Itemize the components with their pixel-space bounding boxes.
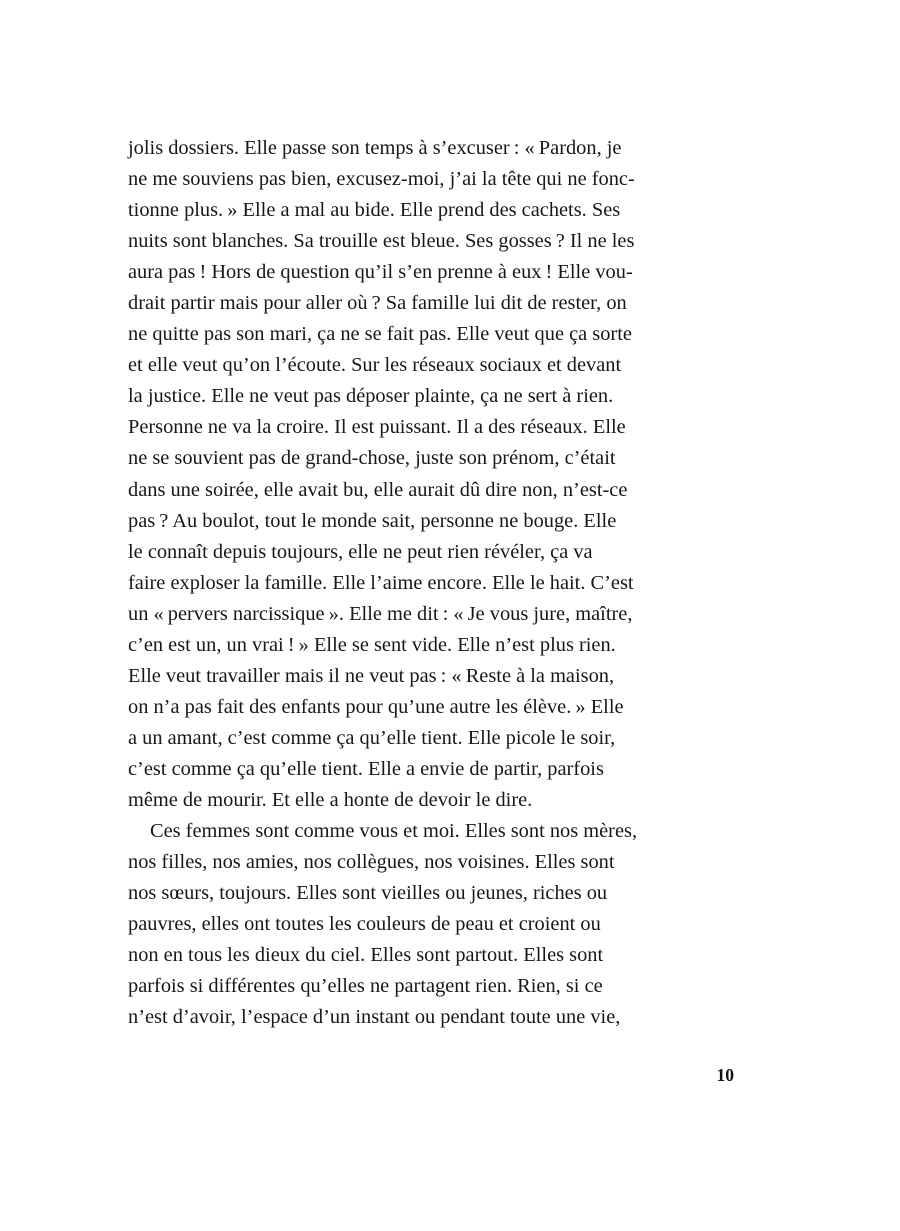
text-line: ne quitte pas son mari, ça ne se fait pas. Elle veut que ça sorte [128,323,632,346]
text-line: jolis dossiers. Elle passe son temps à s’excuser : « Pardon, je [128,137,622,159]
text-line: non en tous les dieux du ciel. Elles sont partout. Elles sont [128,944,604,967]
text-line: le connaît depuis toujours, elle ne peut rien révéler, ça va [128,540,593,563]
text-line: c’est comme ça qu’elle tient. Elle a envie de partir, parfois [128,757,604,780]
page-text-block [128,133,734,1033]
page-number: 10 [716,1065,734,1085]
text-line: Personne ne va la croire. Il est puissant. Il a des réseaux. Elle [128,416,626,439]
text-line: un « pervers narcissique ». Elle me dit : « Je vous jure, maître, [128,602,633,625]
text-line: et elle veut qu’on l’écoute. Sur les réseaux sociaux et devant [128,354,622,377]
paragraph-ces-femmes [128,816,734,1033]
text-line: drait partir mais pour aller où ? Sa famille lui dit de rester, on [128,292,627,315]
text-line: nuits sont blanches. Sa trouille est bleue. Ses gosses ? Il ne les [128,230,635,253]
text-line: parfois si différentes qu’elles ne partagent rien. Rien, si ce [128,975,603,998]
text-line: on n’a pas fait des enfants pour qu’une autre les élève. » Elle [128,695,624,718]
text-line: pauvres, elles ont toutes les couleurs de peau et croient ou [128,913,601,936]
text-line: nos filles, nos amies, nos collègues, nos voisines. Elles sont [128,851,615,874]
paragraph-continued [128,133,734,816]
text-line: la justice. Elle ne veut pas déposer plainte, ça ne sert à rien. [128,385,614,408]
text-line: c’en est un, un vrai ! » Elle se sent vide. Elle n’est plus rien. [128,633,616,656]
text-line: nos sœurs, toujours. Elles sont vieilles ou jeunes, riches ou [128,882,608,905]
text-line: pas ? Au boulot, tout le monde sait, personne ne bouge. Elle [128,509,617,532]
text-line: n’est d’avoir, l’espace d’un instant ou pendant toute une vie, [128,1006,621,1029]
text-line: même de mourir. Et elle a honte de devoir le dire. [128,788,533,811]
text-line: ne se souvient pas de grand-chose, juste son prénom, c’était [128,447,616,470]
text-line: aura pas ! Hors de question qu’il s’en prenne à eux ! Elle vou- [128,261,633,284]
text-line: Ces femmes sont comme vous et moi. Elles sont nos mères, [150,820,638,843]
text-line: ne me souviens pas bien, excusez-moi, j’ai la tête qui ne fonc- [128,168,635,191]
text-line: faire exploser la famille. Elle l’aime encore. Elle le hait. C’est [128,571,634,594]
text-line: tionne plus. » Elle a mal au bide. Elle prend des cachets. Ses [128,199,621,222]
text-line: Elle veut travailler mais il ne veut pas : « Reste à la maison, [128,664,615,687]
text-line: dans une soirée, elle avait bu, elle aurait dû dire non, n’est-ce [128,478,628,501]
text-line: a un amant, c’est comme ça qu’elle tient. Elle picole le soir, [128,726,616,749]
